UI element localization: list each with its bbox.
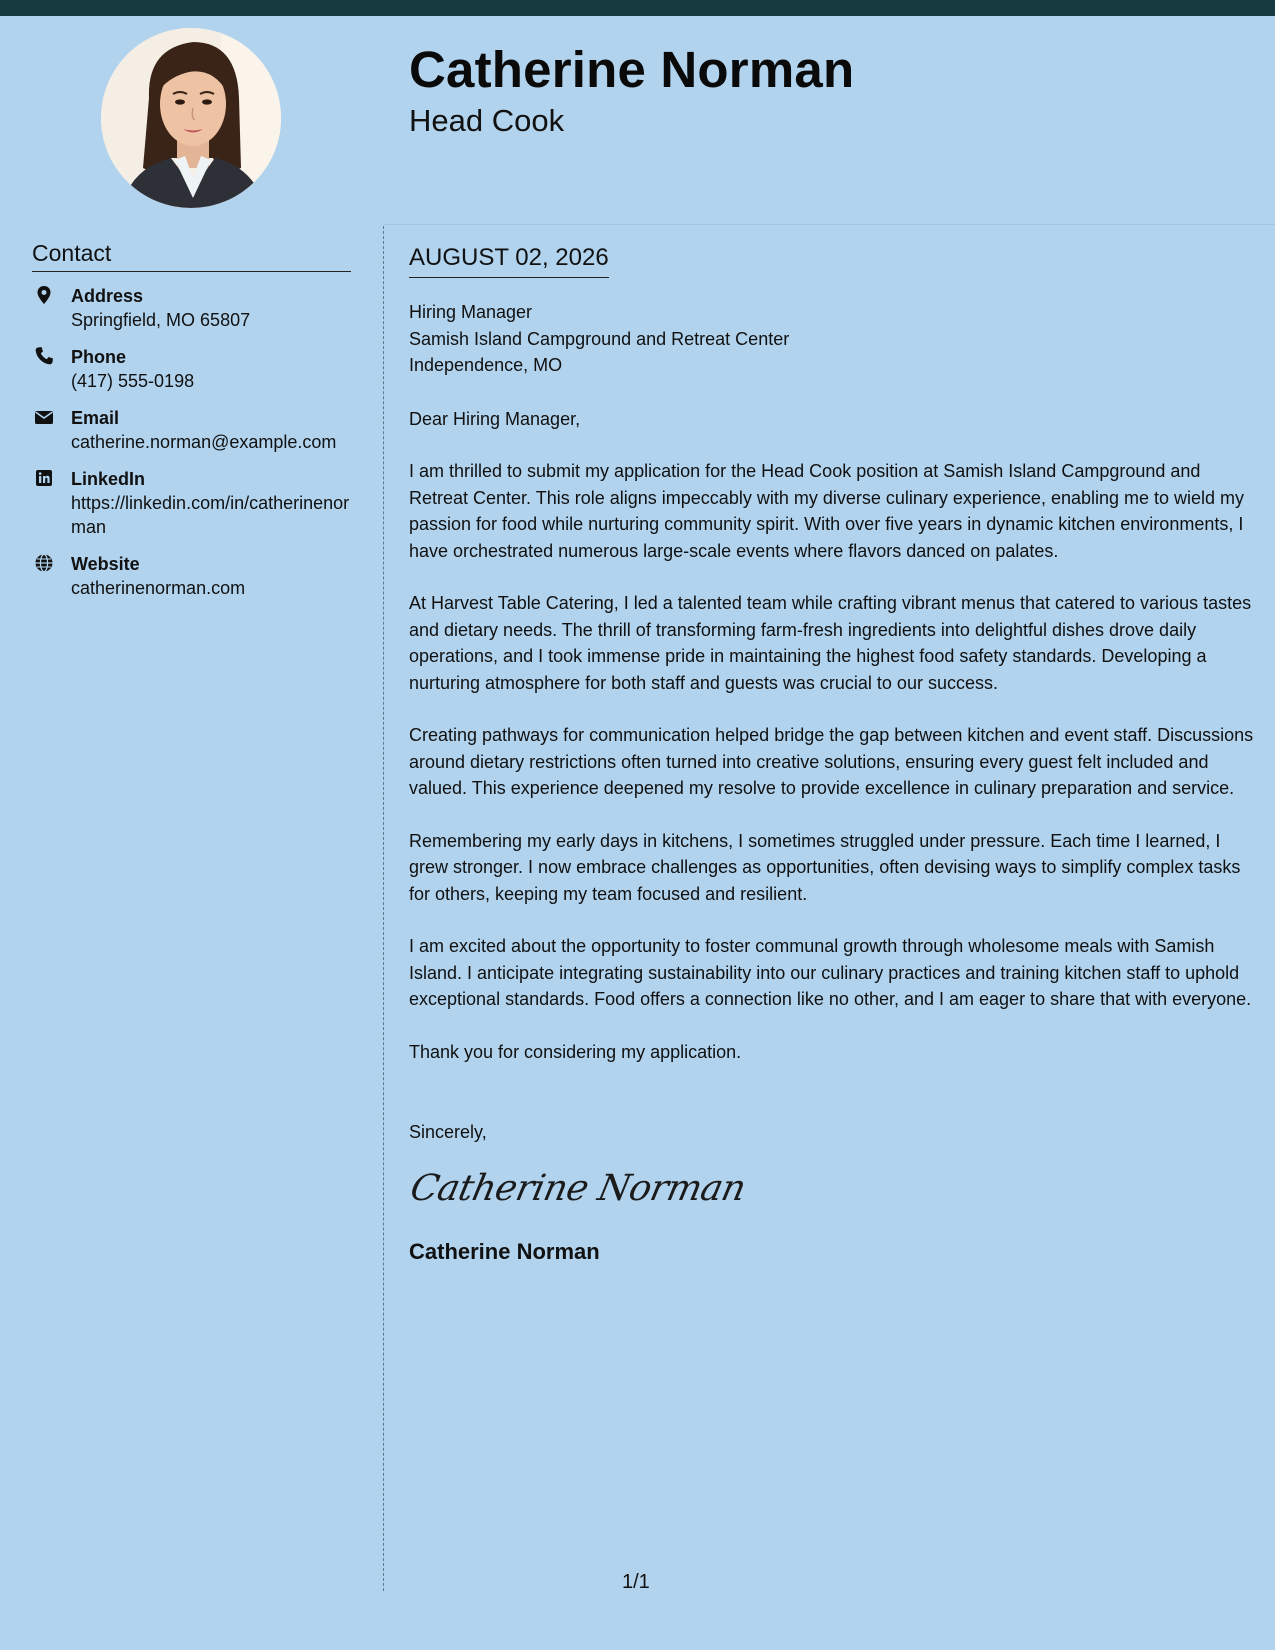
contact-heading: Contact xyxy=(32,240,351,272)
contact-linkedin xyxy=(32,467,351,539)
contact-website xyxy=(32,552,351,600)
recipient-line: Independence, MO xyxy=(409,355,563,375)
linkedin-value[interactable]: https://linkedin.com/in/catherinenorman xyxy=(71,493,350,537)
envelope-icon xyxy=(34,407,54,427)
location-pin-icon xyxy=(34,285,54,305)
body-paragraph: Creating pathways for communication helped bridge the gap between kitchen and event staff. Discussions around dietary restrictions often turned into creative solutions, ensuring every guest felt included and valued. This experience deepened my resolve to provide excellence in culinary preparation and service. xyxy=(409,725,1254,798)
phone-value: (417) 555-0198 xyxy=(71,371,195,391)
email-label: Email xyxy=(71,408,120,428)
signature: Catherine Norman xyxy=(406,1167,750,1209)
recipient-block xyxy=(409,299,1255,379)
address-label: Address xyxy=(71,286,144,306)
header-divider xyxy=(384,224,1275,225)
body-paragraph: Thank you for considering my application. xyxy=(409,1041,742,1062)
page-number: 1/1 xyxy=(622,1571,650,1593)
top-bar xyxy=(0,0,1275,16)
body-paragraph: I am excited about the opportunity to foster communal growth through wholesome meals with Samish Island. I anticipate integrating sustainability into our culinary practices and training kitchen staff to uphold exceptional standards. Food offers a connection like no other, and I am eager to share that with everyone. xyxy=(409,936,1252,1009)
website-value[interactable]: catherinenorman.com xyxy=(71,578,246,598)
recipient-line: Samish Island Campground and Retreat Center xyxy=(409,328,790,349)
job-title: Head Cook xyxy=(409,103,565,138)
letter-body xyxy=(406,244,1255,1265)
website-label: Website xyxy=(71,554,140,574)
contact-address xyxy=(32,284,351,332)
linkedin-icon xyxy=(34,468,54,488)
candidate-name: Catherine Norman xyxy=(409,41,855,98)
address-value: Springfield, MO 65807 xyxy=(71,310,251,330)
body-paragraph: I am thrilled to submit my application for the Head Cook position at Samish Island Campground and Retreat Center. This role aligns impeccably with my diverse culinary experience, enabling me to wield my passion for food while nurturing community spirit. With over five years in dynamic kitchen environments, I have orchestrated numerous large-scale events where flavors danced on palates. xyxy=(409,461,1245,561)
contact-email xyxy=(32,406,351,454)
sidebar xyxy=(32,240,351,613)
phone-label: Phone xyxy=(71,347,127,367)
closing: Sincerely, xyxy=(409,1122,487,1142)
email-value: catherine.norman@example.com xyxy=(71,432,337,452)
profile-photo xyxy=(101,28,281,208)
signoff-name: Catherine Norman xyxy=(409,1238,600,1264)
letter-date: AUGUST 02, 2026 xyxy=(409,244,609,278)
recipient-line: Hiring Manager xyxy=(409,302,533,322)
globe-icon xyxy=(34,553,54,573)
linkedin-label: LinkedIn xyxy=(71,469,146,489)
contact-phone xyxy=(32,345,351,393)
column-divider xyxy=(383,226,384,1591)
body-paragraph: Remembering my early days in kitchens, I sometimes struggled under pressure. Each time I learned, I grew stronger. I now embrace challenges as opportunities, often devising ways to simplify complex tasks for others, keeping my team focused and resilient. xyxy=(409,830,1241,904)
body-paragraph: At Harvest Table Catering, I led a talented team while crafting vibrant menus that catered to various tastes and dietary needs. The thrill of transforming farm-fresh ingredients into delightful dishes drove daily operations, and I took immense pride in maintaining the highest food safety standards. Developing a nurturing atmosphere for both staff and guests was crucial to our success. xyxy=(409,593,1252,693)
phone-icon xyxy=(34,346,54,366)
salutation: Dear Hiring Manager, xyxy=(409,408,581,429)
